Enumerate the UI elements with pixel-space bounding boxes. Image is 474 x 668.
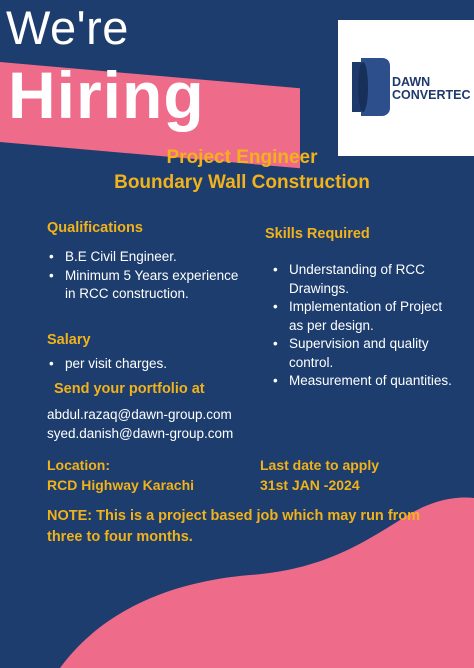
job-title-block [0, 146, 474, 195]
location-value: RCD Highway Karachi [47, 477, 195, 494]
were-text: We're [6, 1, 129, 54]
deadline-value: 31st JAN -2024 [260, 477, 360, 494]
list-item: • per visit charges. [47, 355, 247, 374]
portfolio-heading: Send your portfolio at [54, 381, 205, 397]
skills-heading: Skills Required [265, 226, 370, 242]
location-block [47, 455, 194, 496]
deadline-block [260, 455, 379, 496]
list-item: • Understanding of RCC Drawings. [271, 261, 456, 298]
job-title: Project Engineer [166, 147, 318, 168]
logo-line-2: CONVERTEC [392, 88, 471, 103]
list-item: • Supervision and quality control. [271, 335, 456, 372]
email-link[interactable]: syed.danish@dawn-group.com [47, 426, 234, 441]
email-link[interactable]: abdul.razaq@dawn-group.com [47, 407, 232, 422]
location-label: Location: [47, 457, 110, 473]
salary-heading: Salary [47, 332, 91, 348]
qualifications-list [47, 248, 247, 304]
list-item: • Measurement of quantities. [271, 372, 456, 391]
deadline-label: Last date to apply [260, 457, 380, 473]
company-logo [338, 20, 474, 156]
skills-list [271, 261, 456, 391]
dawn-logo-icon [352, 58, 390, 116]
list-item: • Minimum 5 Years experience in RCC construction. [47, 267, 247, 304]
qualifications-heading: Qualifications [47, 220, 143, 236]
list-item: • Implementation of Project as per design. [271, 298, 456, 335]
salary-list [47, 355, 247, 374]
list-item: • B.E Civil Engineer. [47, 248, 247, 267]
hiring-text: Hiring [8, 58, 205, 132]
job-subtitle: Boundary Wall Construction [114, 171, 370, 193]
logo-wordmark [392, 76, 470, 102]
note-text: NOTE: This is a project based job which may run from three to four months. [47, 508, 421, 546]
logo-line-1: DAWN [392, 75, 431, 89]
